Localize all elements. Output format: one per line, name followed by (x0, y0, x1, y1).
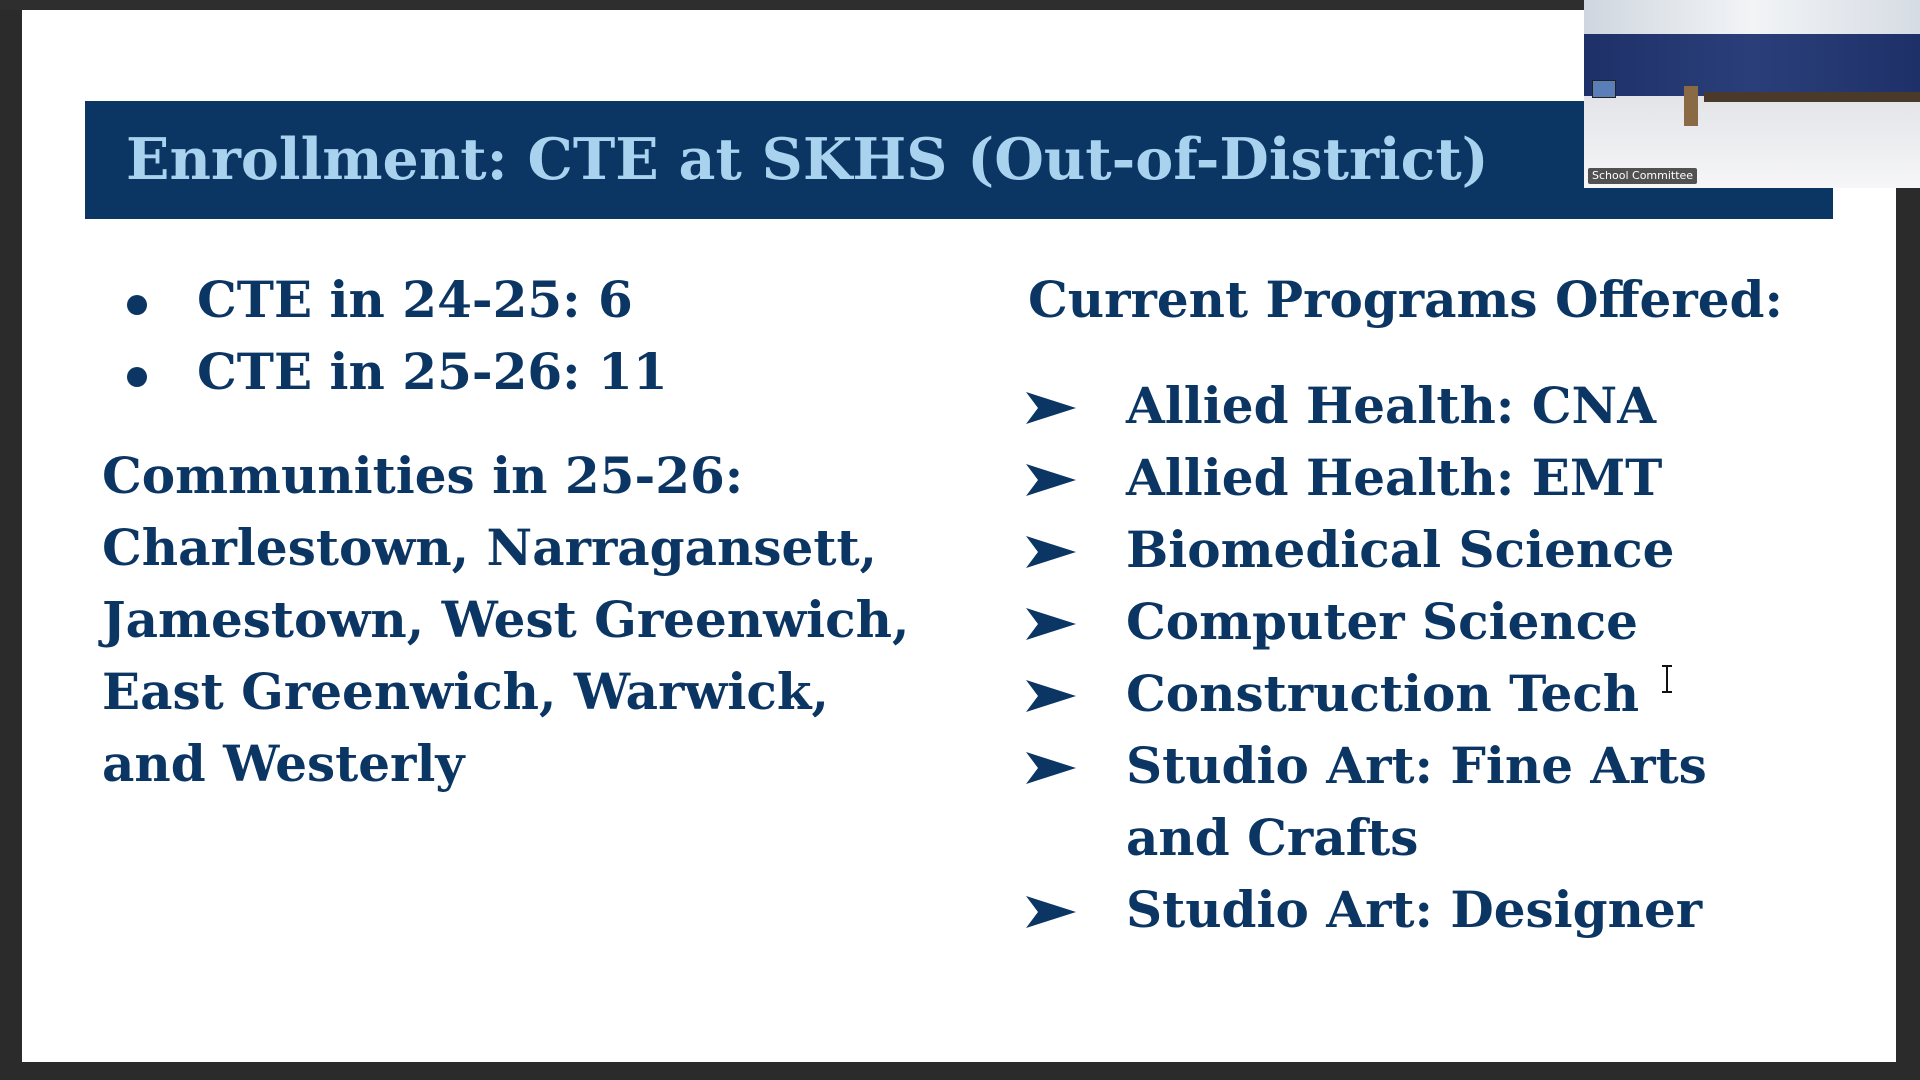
video-ceiling (1584, 0, 1920, 34)
cte-count-text: CTE in 25-26: 11 (197, 342, 668, 401)
programs-list (1024, 370, 1766, 946)
cte-count-item (122, 264, 668, 336)
program-label: Computer Science (1126, 592, 1638, 651)
text-cursor-icon (1660, 665, 1674, 693)
program-item (1024, 586, 1766, 658)
arrow-right-icon (1024, 894, 1078, 930)
slide-title-bar (85, 101, 1833, 219)
arrow-right-icon (1024, 462, 1078, 498)
program-item (1024, 514, 1766, 586)
cte-count-list (122, 264, 668, 408)
arrow-right-icon (1024, 606, 1078, 642)
program-item (1024, 874, 1766, 946)
program-item (1024, 442, 1766, 514)
arrow-right-icon (1024, 534, 1078, 570)
video-screen (1592, 80, 1616, 98)
video-wall (1584, 34, 1920, 96)
cte-count-item (122, 336, 668, 408)
participant-video-tile[interactable] (1584, 0, 1920, 188)
program-item (1024, 730, 1766, 874)
participant-name-label: School Committee (1588, 168, 1697, 184)
arrow-right-icon (1024, 750, 1078, 786)
program-label: Allied Health: EMT (1126, 448, 1663, 507)
cte-count-text: CTE in 24-25: 6 (197, 270, 633, 329)
program-label: Construction Tech (1126, 664, 1640, 723)
programs-heading: Current Programs Offered: (1028, 270, 1783, 329)
slide-title: Enrollment: CTE at SKHS (Out-of-District) (126, 126, 1489, 193)
program-label: Studio Art: Fine Arts and Crafts (1126, 736, 1707, 867)
program-item (1024, 370, 1766, 442)
arrow-right-icon (1024, 678, 1078, 714)
communities-text: Communities in 25-26: Charlestown, Narragansett, Jamestown, West Greenwich, East Greenwich, Warwick, and Westerly (102, 446, 910, 793)
video-podium (1684, 86, 1698, 126)
bullet-dot-icon (127, 295, 147, 315)
program-label: Allied Health: CNA (1126, 376, 1657, 435)
program-item (1024, 658, 1766, 730)
window-bottom-strip (0, 1062, 1920, 1080)
arrow-right-icon (1024, 390, 1078, 426)
bullet-dot-icon (127, 367, 147, 387)
video-table (1704, 92, 1920, 102)
program-label: Biomedical Science (1126, 520, 1675, 579)
program-label: Studio Art: Designer (1126, 880, 1703, 939)
